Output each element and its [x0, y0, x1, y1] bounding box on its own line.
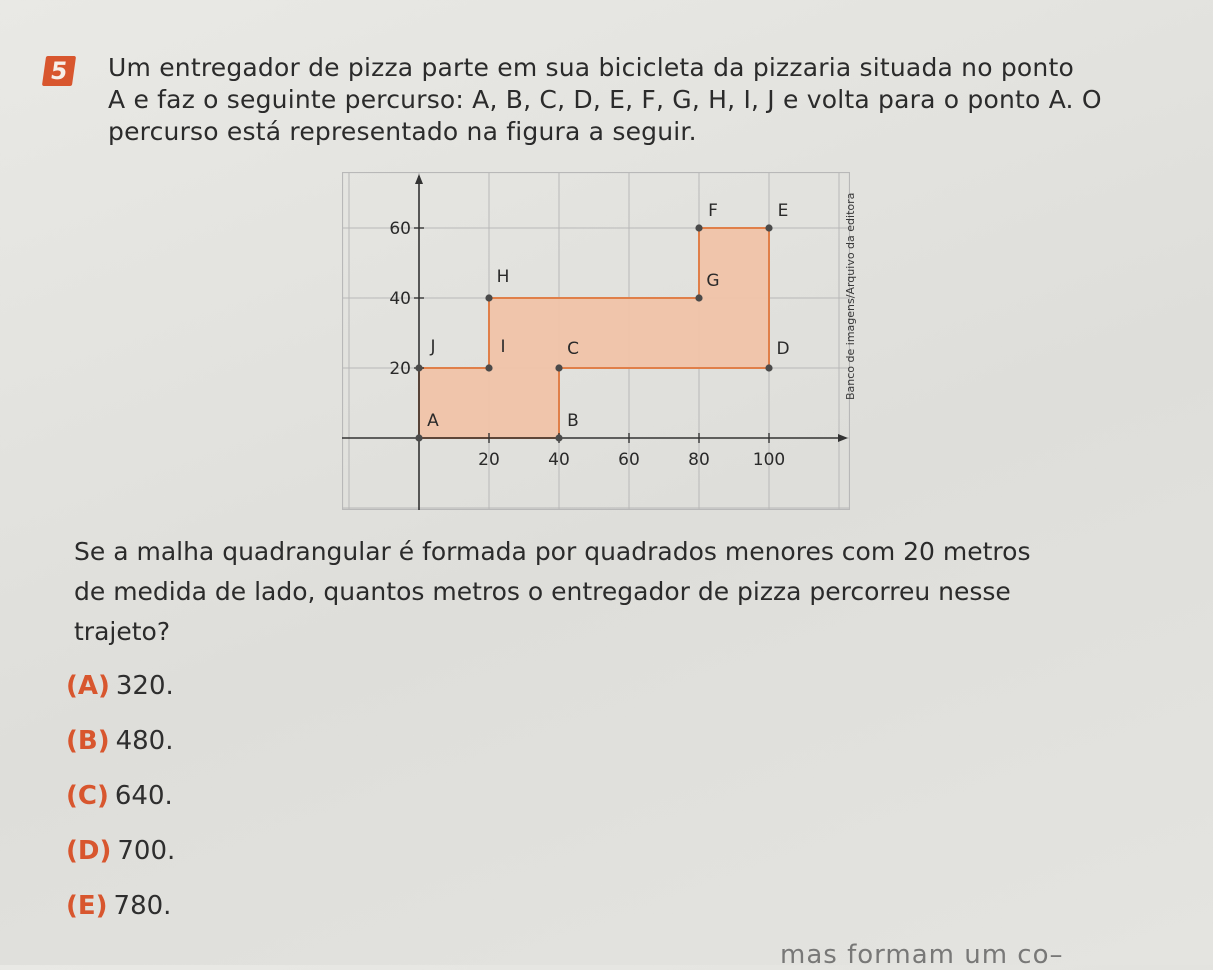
image-credit [840, 170, 864, 400]
route-point [485, 364, 492, 371]
question-number-badge: 5 [42, 56, 76, 86]
route-point [415, 434, 422, 441]
option-b[interactable] [66, 719, 175, 774]
option-c[interactable] [66, 774, 175, 829]
route-point [695, 294, 702, 301]
question-statement [108, 52, 1158, 148]
option-letter: (D) [66, 836, 112, 866]
option-a[interactable] [66, 664, 175, 719]
route-point [555, 364, 562, 371]
y-tick-label: 60 [389, 219, 411, 239]
route-point-label: I [500, 337, 506, 357]
option-value: 320. [115, 671, 174, 701]
prompt-line: trajeto? [74, 617, 171, 646]
x-tick-label: 60 [618, 450, 640, 470]
option-letter: (A) [66, 671, 110, 701]
x-axis-arrow [838, 434, 848, 442]
x-tick-label: 40 [548, 450, 570, 470]
question-prompt [74, 532, 1194, 652]
option-value: 480. [115, 726, 174, 756]
route-point-label: G [706, 271, 720, 291]
option-value: 780. [113, 891, 172, 921]
route-point-label: C [567, 339, 579, 359]
route-point-label: J [430, 337, 436, 357]
route-path [419, 228, 769, 438]
image-credit-text: Banco de imagens/Arquivo da editora [844, 192, 857, 400]
next-page-text-fragment: mas formam um co– [780, 940, 1064, 970]
route-point [765, 364, 772, 371]
route-point-label: A [427, 411, 439, 431]
route-point [555, 434, 562, 441]
option-letter: (B) [66, 726, 110, 756]
prompt-line: Se a malha quadrangular é formada por quadrados menores com 20 metros [74, 537, 1031, 566]
answer-options [66, 664, 175, 939]
prompt-line: de medida de lado, quantos metros o entregador de pizza percorreu nesse [74, 577, 1011, 606]
x-tick-label: 80 [688, 450, 710, 470]
option-e[interactable] [66, 884, 175, 939]
route-grid-diagram [342, 172, 850, 510]
option-d[interactable] [66, 829, 175, 884]
x-tick-label: 100 [752, 450, 786, 470]
route-point-label: H [496, 267, 510, 287]
route-point [485, 294, 492, 301]
y-axis-arrow [415, 174, 423, 184]
option-letter: (E) [66, 891, 108, 921]
statement-line: percurso está representado na figura a seguir. [108, 117, 697, 146]
option-letter: (C) [66, 781, 109, 811]
route-point [765, 224, 772, 231]
statement-line: A e faz o seguinte percurso: A, B, C, D, E, F, G, H, I, J e volta para o ponto A. O [108, 85, 1102, 114]
route-point [695, 224, 702, 231]
option-value: 640. [114, 781, 173, 811]
route-point-label: B [567, 411, 579, 431]
statement-line: Um entregador de pizza parte em sua bicicleta da pizzaria situada no ponto [108, 53, 1074, 82]
route-point [415, 364, 422, 371]
route-point-label: F [708, 201, 718, 221]
y-tick-label: 20 [389, 359, 411, 379]
route-figure [342, 172, 850, 510]
option-value: 700. [117, 836, 176, 866]
y-tick-label: 40 [389, 289, 411, 309]
x-tick-label: 20 [478, 450, 500, 470]
route-point-label: E [777, 201, 789, 221]
route-point-label: D [776, 339, 790, 359]
